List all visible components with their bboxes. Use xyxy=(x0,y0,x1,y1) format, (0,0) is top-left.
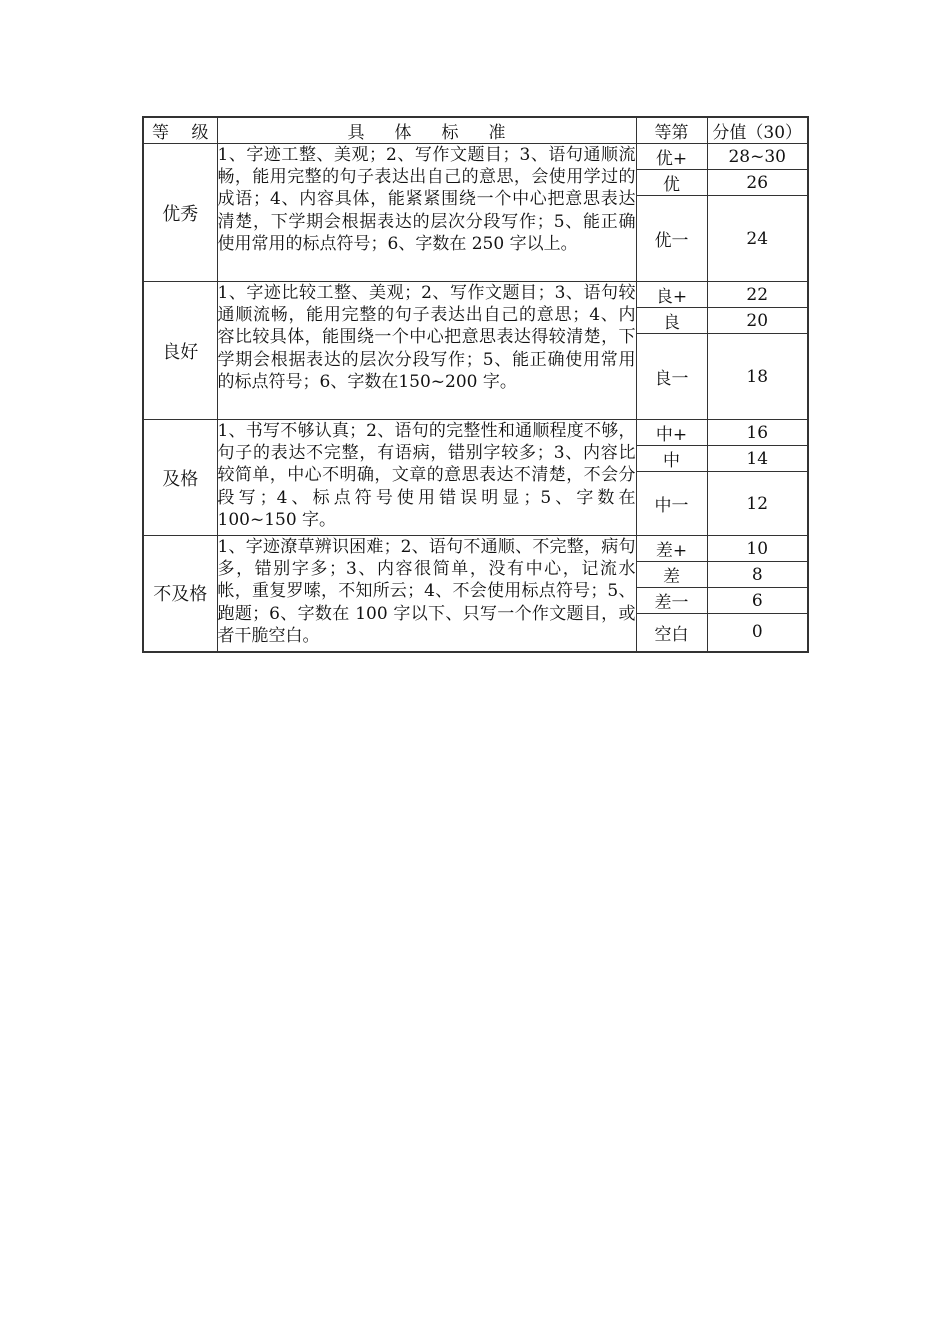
grading-rubric-table xyxy=(142,116,809,653)
standard-text: 1、字迹潦草辨识困难；2、语句不通顺、不完整，病句多，错别字多；3、内容很简单，没有中心，记流水帐，重复罗嗦，不知所云；4、不会使用标点符号；5、跑题；6、字数在 100 字以下、只写一个作文题目，或者干脆空白。 xyxy=(217,536,636,652)
standard-text: 1、书写不够认真；2、语句的完整性和通顺程度不够，句子的表达不完整，有语病，错别字较多；3、内容比较简单，中心不明确，文章的意思表达不清楚，不会分段写；4、标点符号使用错误明显；5、字数在 100~150 字。 xyxy=(217,420,636,536)
standard-text: 1、字迹工整、美观；2、写作文题目；3、语句通顺流畅，能用完整的句子表达出自己的意思，会使用学过的成语；4、内容具体，能紧紧围绕一个中心把意思表达清楚，下学期会根据表达的层次分段写作；5、能正确使用常用的标点符号；6、字数在 250 字以上。 xyxy=(217,144,636,282)
grade-label: 不及格 xyxy=(143,536,217,652)
standard-text: 1、字迹比较工整、美观；2、写作文题目；3、语句较通顺流畅，能用完整的句子表达出自己的意思；4、内容比较具体，能围绕一个中心把意思表达得较清楚，下学期会根据表达的层次分段写作；5、能正确使用常用的标点符号；6、字数在150~200 字。 xyxy=(217,282,636,420)
table-row xyxy=(143,536,808,562)
table-row xyxy=(143,282,808,308)
score-value: 10 xyxy=(707,536,808,562)
grade-label: 良好 xyxy=(143,282,217,420)
table-header-row xyxy=(143,117,808,144)
header-score: 分值（30） xyxy=(707,117,808,144)
header-rank: 等第 xyxy=(636,117,707,144)
rank-label: 优 xyxy=(636,170,707,196)
score-value: 24 xyxy=(707,196,808,282)
rank-label: 差+ xyxy=(636,536,707,562)
score-value: 14 xyxy=(707,446,808,472)
rank-label: 优+ xyxy=(636,144,707,170)
header-grade: 等 级 xyxy=(143,117,217,144)
rank-label: 空白 xyxy=(636,614,707,652)
table-row xyxy=(143,420,808,446)
rank-label: 差一 xyxy=(636,588,707,614)
rank-label: 良一 xyxy=(636,334,707,420)
score-value: 18 xyxy=(707,334,808,420)
rank-label: 中 xyxy=(636,446,707,472)
score-value: 6 xyxy=(707,588,808,614)
rank-label: 优一 xyxy=(636,196,707,282)
rank-label: 良 xyxy=(636,308,707,334)
rank-label: 差 xyxy=(636,562,707,588)
grade-label: 及格 xyxy=(143,420,217,536)
score-value: 12 xyxy=(707,472,808,536)
score-value: 28~30 xyxy=(707,144,808,170)
table-row xyxy=(143,144,808,170)
score-value: 26 xyxy=(707,170,808,196)
rank-label: 中一 xyxy=(636,472,707,536)
score-value: 0 xyxy=(707,614,808,652)
score-value: 20 xyxy=(707,308,808,334)
score-value: 16 xyxy=(707,420,808,446)
grade-label: 优秀 xyxy=(143,144,217,282)
header-standard: 具 体 标 准 xyxy=(217,117,636,144)
score-value: 8 xyxy=(707,562,808,588)
rank-label: 良+ xyxy=(636,282,707,308)
rank-label: 中+ xyxy=(636,420,707,446)
score-value: 22 xyxy=(707,282,808,308)
